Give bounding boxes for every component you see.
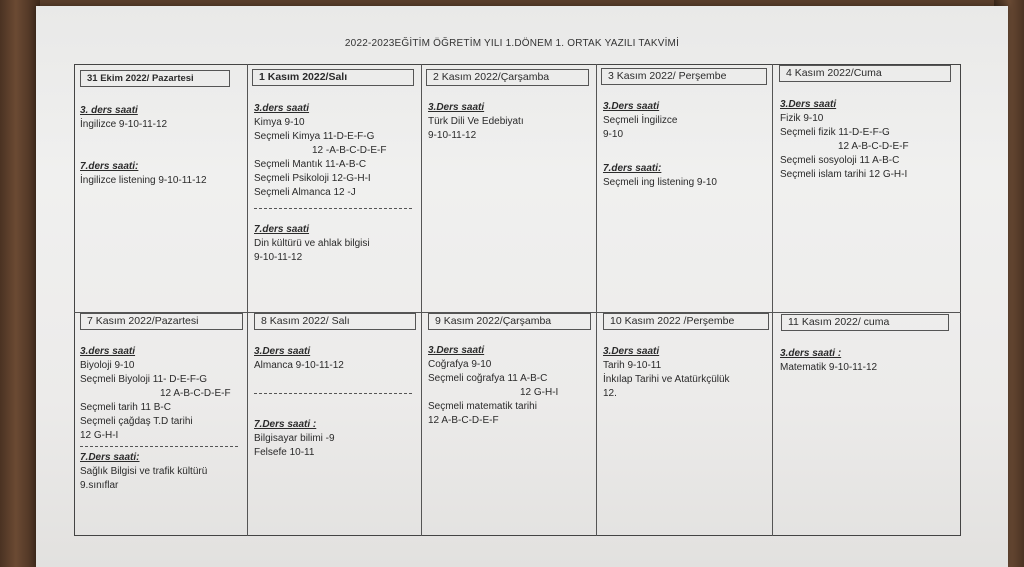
subject-line: Seçmeli Kimya 11-D-E-F-G bbox=[254, 131, 375, 142]
subject-line: Almanca 9-10-11-12 bbox=[254, 360, 344, 371]
exam-cell bbox=[76, 104, 246, 188]
subject-line: Seçmeli fizik 11-D-E-F-G bbox=[780, 127, 890, 138]
subject-line: 12 A-B-C-D-E-F bbox=[428, 415, 499, 426]
date-header: 10 Kasım 2022 /Perşembe bbox=[603, 313, 769, 330]
subject-line: 12 G-H-I bbox=[80, 430, 119, 441]
period-label: 3.ders saati : bbox=[780, 348, 842, 359]
subject-line: Tarih 9-10-11 bbox=[603, 360, 662, 371]
subject-line: Matematik 9-10-11-12 bbox=[780, 362, 878, 373]
subject-line: Seçmeli sosyoloji 11 A-B-C bbox=[780, 155, 900, 166]
date-header: 1 Kasım 2022/Salı bbox=[252, 69, 414, 86]
date-header: 8 Kasım 2022/ Salı bbox=[254, 313, 416, 330]
date-header: 7 Kasım 2022/Pazartesi bbox=[80, 313, 243, 330]
exam-cell bbox=[424, 101, 594, 143]
exam-cell bbox=[599, 100, 771, 190]
column-divider bbox=[247, 64, 248, 536]
exam-cell bbox=[776, 347, 956, 375]
subject-line: Seçmeli ing listening 9-10 bbox=[603, 177, 717, 188]
period-label: 7.ders saati bbox=[254, 224, 310, 235]
separator-line bbox=[254, 393, 412, 394]
exam-cell bbox=[776, 98, 956, 182]
period-label: 3.Ders saati bbox=[254, 346, 311, 357]
subject-line: 12 G-H-I bbox=[520, 387, 559, 398]
date-header: 9 Kasım 2022/Çarşamba bbox=[428, 313, 591, 330]
exam-cell bbox=[250, 102, 420, 265]
exam-cell bbox=[250, 345, 420, 460]
column-divider bbox=[596, 64, 597, 536]
subject-line: Din kültürü ve ahlak bilgisi bbox=[254, 238, 370, 249]
subject-line: 9-10 bbox=[603, 129, 624, 140]
subject-line: İngilizce 9-10-11-12 bbox=[80, 119, 168, 130]
subject-line: Türk Dili Ve Edebiyatı bbox=[428, 116, 524, 127]
subject-line: Seçmeli coğrafya 11 A-B-C bbox=[428, 373, 548, 384]
exam-cell bbox=[599, 345, 771, 401]
date-header: 4 Kasım 2022/Cuma bbox=[779, 65, 951, 82]
subject-line: Seçmeli İngilizce bbox=[603, 115, 678, 126]
period-label: 3.Ders saati bbox=[603, 101, 660, 112]
period-label: 3.ders saati bbox=[254, 103, 310, 114]
period-label: 3.ders saati bbox=[80, 346, 136, 357]
separator-line bbox=[254, 208, 412, 209]
subject-line: Coğrafya 9-10 bbox=[428, 359, 492, 370]
period-label: 3.Ders saati bbox=[428, 102, 485, 113]
subject-line: Seçmeli çağdaş T.D tarihi bbox=[80, 416, 193, 427]
subject-line: Kimya 9-10 bbox=[254, 117, 305, 128]
subject-line: 12 A-B-C-D-E-F bbox=[160, 388, 231, 399]
subject-line: 9-10-11-12 bbox=[428, 130, 477, 141]
subject-line: Seçmeli Biyoloji 11- D-E-F-G bbox=[80, 374, 208, 385]
subject-line: Seçmeli Mantık 11-A-B-C bbox=[254, 159, 367, 170]
subject-line: Felsefe 10-11 bbox=[254, 447, 315, 458]
subject-line: Seçmeli Almanca 12 -J bbox=[254, 187, 356, 198]
subject-line: Seçmeli matematik tarihi bbox=[428, 401, 537, 412]
subject-line: 12 A-B-C-D-E-F bbox=[838, 141, 909, 152]
subject-line: Sağlık Bilgisi ve trafik kültürü bbox=[80, 466, 208, 477]
period-label: 7.Ders saati : bbox=[254, 419, 317, 430]
subject-line: Seçmeli tarih 11 B-C bbox=[80, 402, 171, 413]
subject-line: 9-10-11-12 bbox=[254, 252, 303, 263]
subject-line: 9.sınıflar bbox=[80, 480, 119, 491]
period-label: 7.ders saati: bbox=[80, 161, 139, 172]
separator-line bbox=[80, 446, 238, 447]
exam-cell bbox=[424, 344, 594, 428]
subject-line: Fizik 9-10 bbox=[780, 113, 824, 124]
subject-line: 12. bbox=[603, 388, 617, 399]
subject-line: İnkılap Tarihi ve Atatürkçülük bbox=[603, 374, 730, 385]
subject-line: Seçmeli islam tarihi 12 G-H-I bbox=[780, 169, 908, 180]
exam-cell bbox=[76, 345, 246, 493]
subject-line: 12 -A-B-C-D-E-F bbox=[312, 145, 387, 156]
period-label: 3.Ders saati bbox=[603, 346, 660, 357]
subject-line: Bilgisayar bilimi -9 bbox=[254, 433, 335, 444]
date-header: 3 Kasım 2022/ Perşembe bbox=[601, 68, 767, 85]
wood-background-left bbox=[0, 0, 40, 567]
date-header: 11 Kasım 2022/ cuma bbox=[781, 314, 949, 331]
subject-line: İngilizce listening 9-10-11-12 bbox=[80, 175, 207, 186]
document-title: 2022-2023EĞİTİM ÖĞRETİM YILI 1.DÖNEM 1. ORTAK YAZILI TAKVİMİ bbox=[344, 38, 680, 49]
subject-line: Biyoloji 9-10 bbox=[80, 360, 135, 371]
period-label: 3. ders saati bbox=[80, 105, 138, 116]
period-label: 7.ders saati: bbox=[603, 163, 662, 174]
date-header: 31 Ekim 2022/ Pazartesi bbox=[80, 70, 230, 87]
subject-line: Seçmeli Psikoloji 12-G-H-I bbox=[254, 173, 371, 184]
period-label: 7.Ders saati: bbox=[80, 452, 140, 463]
period-label: 3.Ders saati bbox=[780, 99, 837, 110]
column-divider bbox=[421, 64, 422, 536]
column-divider bbox=[772, 64, 773, 536]
date-header: 2 Kasım 2022/Çarşamba bbox=[426, 69, 589, 86]
period-label: 3.Ders saati bbox=[428, 345, 485, 356]
